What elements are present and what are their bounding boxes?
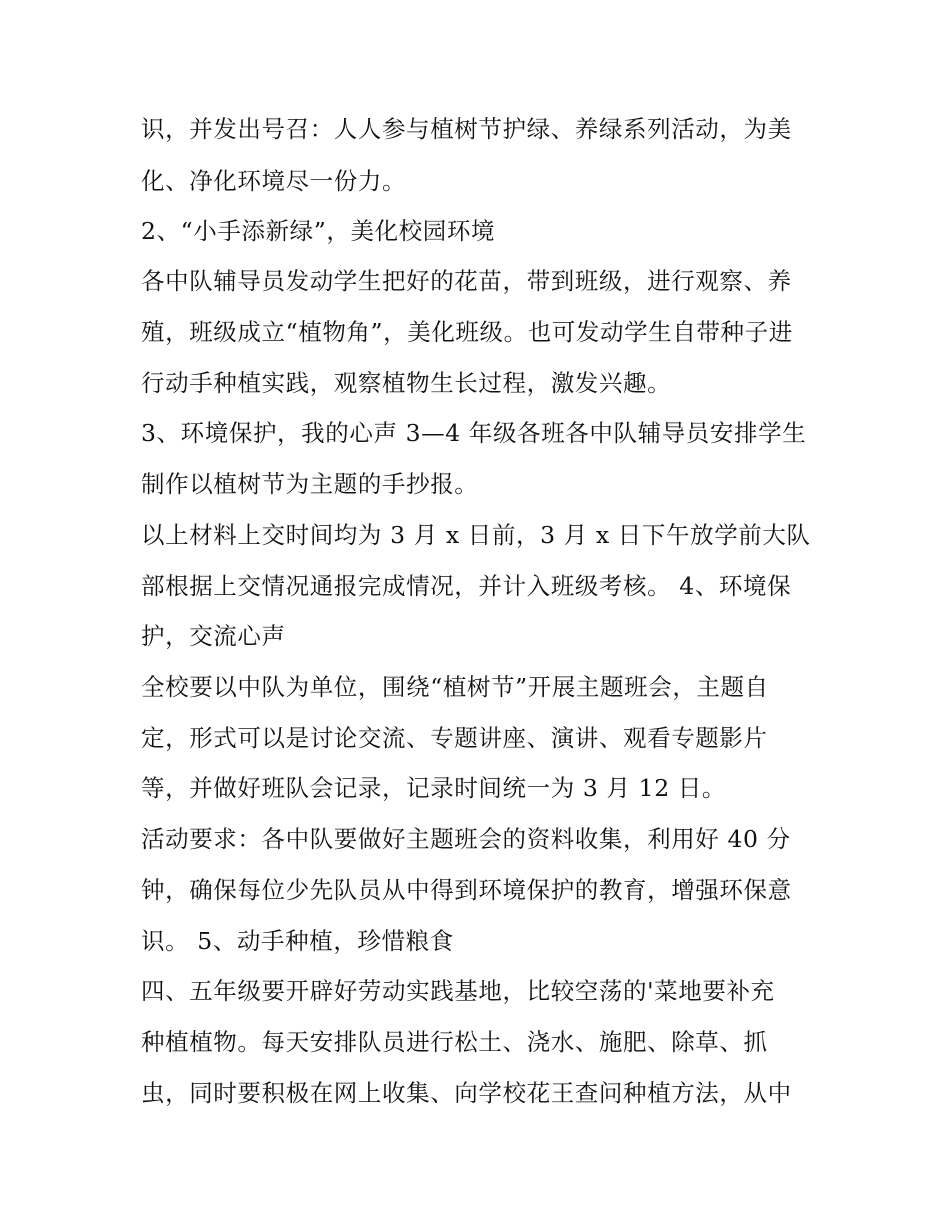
text-line: 全校要以中队为单位，围绕“植树节”开展主题班会，主题自 [141,673,769,701]
text-line: 虫，同时要积极在网上收集、向学校花王查问种植方法，从中 [141,1079,792,1107]
text-line: 制作以植树节为主题的手抄报。 [141,470,479,498]
text-line: 护，交流心声 [141,622,286,650]
text-line: 行动手种植实践，观察植物生长过程，激发兴趣。 [141,369,672,397]
text-line: 殖，班级成立“植物角”，美化班级。也可发动学生自带种子进 [141,318,793,346]
text-line: 识。 5、动手种植，珍惜粮食 [141,927,454,955]
text-line: 钟，确保每位少先队员从中得到环境保护的教育，增强环保意 [141,876,792,904]
text-line: 种植植物。每天安排队员进行松土、浇水、施肥、除草、抓 [141,1028,768,1056]
text-line: 定，形式可以是讨论交流、专题讲座、演讲、观看专题影片 [141,724,768,752]
text-line: 各中队辅导员发动学生把好的花苗，带到班级，进行观察、养 [141,267,792,295]
text-line: 3、环境保护，我的心声 3—4 年级各班各中队辅导员安排学生 [141,419,807,447]
text-line: 活动要求：各中队要做好主题班会的资料收集，利用好 40 分 [141,825,791,853]
text-line: 以上材料上交时间均为 3 月 x 日前，3 月 x 日下午放学前大队 [141,521,811,549]
text-line: 2、“小手添新绿”，美化校园环境 [141,217,496,245]
text-line: 四、五年级要开辟好劳动实践基地，比较空荡的'菜地要补充 [141,977,775,1005]
text-line: 化、净化环境尽一份力。 [141,167,407,195]
text-line: 部根据上交情况通报完成情况，并计入班级考核。 4、环境保 [141,572,792,600]
text-line: 等，并做好班队会记录，记录时间统一为 3 月 12 日。 [141,774,727,802]
text-line: 识，并发出号召：人人参与植树节护绿、养绿系列活动，为美 [141,115,792,143]
